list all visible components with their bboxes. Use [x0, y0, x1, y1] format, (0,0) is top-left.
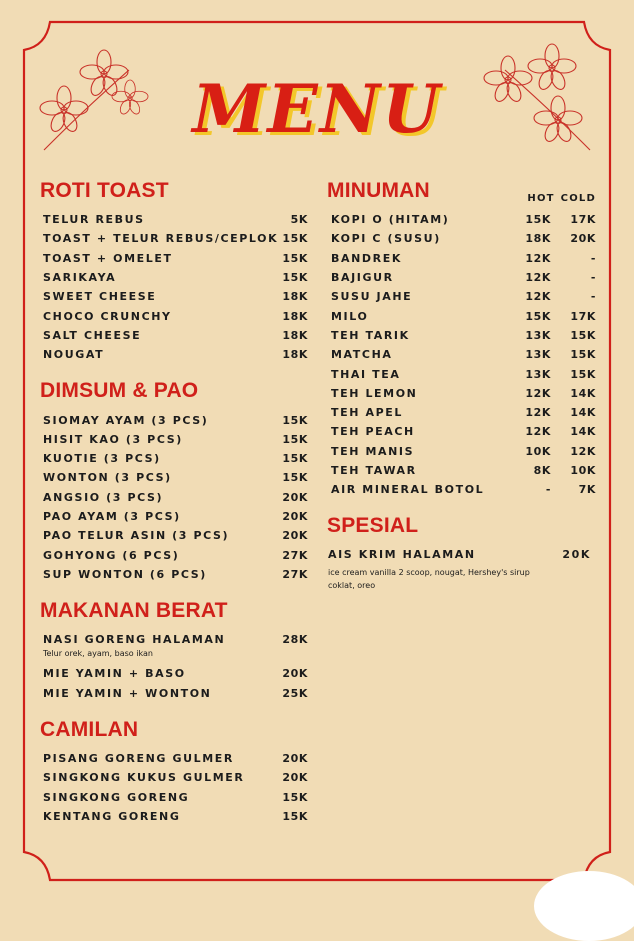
- list-item: [40, 768, 308, 787]
- section-title: MAKANAN BERAT: [40, 599, 228, 623]
- item-name: BAJIGUR: [331, 271, 394, 285]
- menu-title: MENU: [192, 70, 442, 148]
- list-item: [40, 249, 308, 268]
- item-name: TEH TARIK: [331, 328, 410, 342]
- item-name: NASI GORENG HALAMAN: [43, 633, 226, 647]
- list-item: [40, 210, 308, 229]
- cold-price: -: [590, 290, 596, 304]
- list-item: [40, 326, 308, 345]
- section-title: CAMILAN: [40, 717, 139, 741]
- list-item: [40, 630, 308, 649]
- hot-price: 18K: [525, 232, 551, 246]
- item-price: 15K: [282, 809, 308, 823]
- list-item: [40, 565, 308, 584]
- item-list: [40, 410, 308, 584]
- cold-price: 15K: [570, 367, 596, 381]
- item-price: 20K: [282, 771, 308, 785]
- list-item: [327, 326, 596, 345]
- list-item: [327, 422, 596, 441]
- hot-price: 8K: [533, 464, 551, 477]
- item-name: KENTANG GORENG: [43, 809, 181, 823]
- item-name: PAO AYAM (3 PCS): [43, 510, 181, 523]
- item-name: THAI TEA: [331, 367, 401, 381]
- section-camilan: [40, 717, 308, 826]
- list-item: [327, 306, 596, 325]
- item-price: 27K: [282, 548, 308, 562]
- left-column: [40, 178, 308, 840]
- item-price: 15K: [282, 232, 308, 246]
- item-price: 5K: [290, 213, 308, 227]
- item-name: MILO: [331, 309, 369, 323]
- section-title: MINUMAN: [327, 179, 430, 202]
- item-list: [40, 210, 308, 364]
- item-name: SALT CHEESE: [43, 328, 142, 342]
- item-name: SARIKAYA: [43, 271, 117, 285]
- section-spesial: [327, 513, 596, 592]
- hot-price: 13K: [525, 367, 551, 381]
- cold-price: 20K: [570, 232, 596, 246]
- item-name: PAO TELUR ASIN (3 PCS): [43, 529, 230, 543]
- item-name: HISIT KAO (3 PCS): [43, 432, 183, 446]
- list-item: [327, 545, 596, 564]
- item-name: SWEET CHEESE: [43, 290, 157, 304]
- item-price: 20K: [282, 667, 308, 681]
- item-note: ice cream vanilla 2 scoop, nougat, Hershey's sirup coklat, oreo: [328, 568, 530, 591]
- item-name: TEH MANIS: [331, 444, 415, 458]
- item-name: TEH LEMON: [331, 386, 418, 400]
- cold-price: -: [590, 251, 596, 265]
- item-name: TEH TAWAR: [331, 464, 417, 477]
- list-item: [327, 384, 596, 403]
- section-title: DIMSUM & PAO: [40, 379, 199, 403]
- cold-price: 14K: [570, 386, 596, 400]
- item-name: SINGKONG KUKUS GULMER: [43, 771, 245, 785]
- item-price: 25K: [282, 686, 308, 700]
- item-price: 15K: [282, 790, 308, 804]
- cold-price: 14K: [570, 425, 596, 439]
- hot-price: 10K: [525, 444, 551, 458]
- hot-label: HOT: [527, 193, 555, 204]
- item-name: TELUR REBUS: [43, 213, 145, 227]
- hot-price: 12K: [525, 386, 551, 400]
- section-title: SPESIAL: [327, 514, 419, 538]
- item-name: TEH APEL: [331, 406, 403, 420]
- hot-price: 12K: [525, 251, 551, 265]
- list-item: [40, 410, 308, 429]
- item-price: 15K: [282, 432, 308, 446]
- cold-price: 12K: [570, 444, 596, 458]
- list-item: [40, 545, 308, 564]
- item-name: NOUGAT: [43, 348, 105, 362]
- cold-price: 15K: [570, 348, 596, 362]
- section-makanan-berat: [40, 598, 308, 703]
- item-price: 27K: [282, 567, 308, 581]
- cold-price: 7K: [578, 483, 596, 497]
- list-item: [40, 268, 308, 287]
- item-name: TOAST + TELUR REBUS/CEPLOK: [43, 232, 279, 246]
- item-name: SINGKONG GORENG: [43, 790, 190, 804]
- list-item: [327, 210, 596, 229]
- list-item: [327, 364, 596, 383]
- item-name: AIR MINERAL BOTOL: [331, 483, 485, 497]
- list-item: [327, 249, 596, 268]
- list-item: [327, 461, 596, 480]
- item-name: TEH PEACH: [331, 425, 415, 439]
- item-name: PISANG GORENG GULMER: [43, 752, 234, 766]
- minuman-header: [327, 178, 596, 210]
- cold-label: COLD: [560, 193, 596, 204]
- list-item: [327, 268, 596, 287]
- item-name: GOHYONG (6 PCS): [43, 548, 180, 562]
- list-item: [327, 287, 596, 306]
- item-price: 20K: [562, 548, 591, 562]
- corner-decoration: [534, 871, 634, 941]
- item-price: 20K: [282, 529, 308, 543]
- list-item: [40, 468, 308, 487]
- list-item: [40, 345, 308, 364]
- item-price: 15K: [282, 251, 308, 265]
- item-price: 18K: [282, 328, 308, 342]
- list-item: [327, 480, 596, 499]
- list-item: [40, 287, 308, 306]
- list-item: [40, 526, 308, 545]
- item-price: 18K: [282, 348, 308, 362]
- hot-price: 13K: [525, 328, 551, 342]
- item-name: ANGSIO (3 PCS): [43, 490, 164, 504]
- item-name: WONTON (3 PCS): [43, 471, 172, 485]
- drink-list: [327, 210, 596, 499]
- item-name: KOPI C (SUSU): [331, 232, 441, 246]
- hot-price: 15K: [525, 309, 551, 323]
- list-item: [327, 442, 596, 461]
- cold-price: -: [590, 271, 596, 285]
- item-price: 15K: [282, 413, 308, 427]
- item-note: Telur orek, ayam, baso ikan: [43, 649, 153, 659]
- item-name: SUP WONTON (6 PCS): [43, 567, 207, 581]
- list-item: [40, 449, 308, 468]
- item-name: KUOTIE (3 PCS): [43, 452, 161, 466]
- item-price: 15K: [282, 271, 308, 285]
- item-price: 15K: [282, 471, 308, 485]
- cold-price: 14K: [570, 406, 596, 420]
- list-item: [40, 788, 308, 807]
- list-item: [40, 749, 308, 768]
- cold-price: 17K: [570, 309, 596, 323]
- item-name: CHOCO CRUNCHY: [43, 309, 172, 323]
- item-price: 28K: [282, 633, 308, 647]
- hot-price: 12K: [525, 425, 551, 439]
- item-price: 20K: [282, 510, 308, 523]
- cold-price: 10K: [570, 464, 596, 477]
- list-item: [40, 229, 308, 248]
- item-price: 18K: [282, 309, 308, 323]
- hot-price: 15K: [525, 213, 551, 227]
- section-dimsum: [40, 378, 308, 584]
- item-list: [40, 749, 308, 826]
- hot-price: 12K: [525, 290, 551, 304]
- item-name: TOAST + OMELET: [43, 251, 173, 265]
- item-name: SUSU JAHE: [331, 290, 413, 304]
- list-item: [327, 345, 596, 364]
- item-name: SIOMAY AYAM (3 PCS): [43, 413, 209, 427]
- item-list: [40, 630, 308, 703]
- hot-price: 12K: [525, 271, 551, 285]
- list-item: [40, 306, 308, 325]
- list-item: [327, 229, 596, 248]
- cold-price: 15K: [570, 328, 596, 342]
- section-roti-toast: [40, 178, 308, 364]
- section-minuman: [327, 178, 596, 499]
- list-item: [40, 684, 308, 703]
- list-item: [40, 507, 308, 526]
- list-item: [40, 664, 308, 683]
- item-name: KOPI O (HITAM): [331, 213, 450, 227]
- section-title: ROTI TOAST: [40, 179, 169, 202]
- item-price: 15K: [282, 452, 308, 466]
- item-name: MIE YAMIN + BASO: [43, 667, 186, 681]
- list-item: [40, 807, 308, 826]
- hot-price: 13K: [525, 348, 551, 362]
- item-price: 18K: [282, 290, 308, 304]
- item-price: 20K: [282, 752, 308, 766]
- item-name: MIE YAMIN + WONTON: [43, 686, 212, 700]
- list-item: [40, 430, 308, 449]
- list-item: [327, 403, 596, 422]
- hot-price: 12K: [525, 406, 551, 420]
- hot-cold-header: [527, 193, 596, 210]
- right-column: [327, 178, 596, 606]
- item-name: MATCHA: [331, 348, 393, 362]
- item-price: 20K: [282, 490, 308, 504]
- item-name: AIS KRIM HALAMAN: [328, 548, 476, 562]
- hot-price: -: [545, 483, 551, 497]
- list-item: [40, 488, 308, 507]
- cold-price: 17K: [570, 213, 596, 227]
- item-name: BANDREK: [331, 251, 402, 265]
